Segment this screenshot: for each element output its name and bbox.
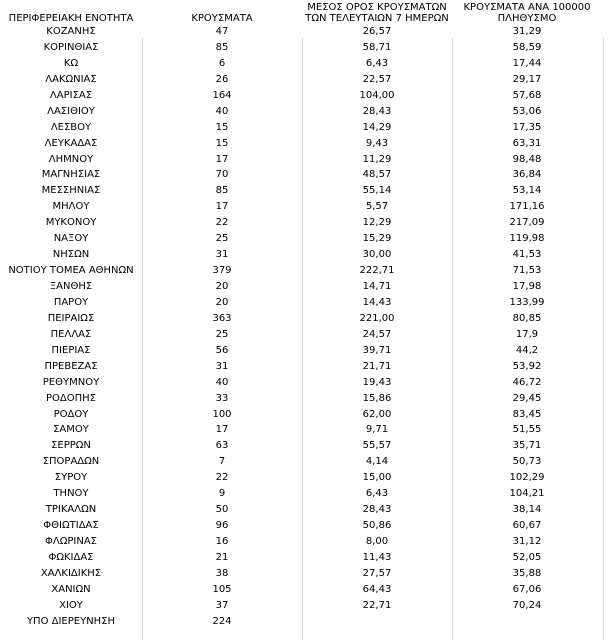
seven-day-average-cell: 11,43 [362, 551, 392, 563]
seven-day-average-cell: 4,14 [365, 456, 389, 468]
cases-cell: 56 [215, 344, 229, 356]
cases-per-100k-cell: 102,29 [509, 472, 545, 484]
table-row [0, 582, 616, 598]
seven-day-average-cell: 15,86 [362, 392, 392, 404]
cases-cell: 33 [215, 392, 229, 404]
cases-per-100k-cell: 36,84 [512, 169, 542, 181]
region-cell: ΞΑΝΘΗΣ [49, 281, 93, 292]
cases-per-100k-cell: 51,55 [512, 424, 542, 436]
cases-cell: 17 [215, 201, 229, 213]
table-row [0, 199, 616, 215]
region-cell: ΧΙΟΥ [59, 599, 83, 611]
cases-per-100k-cell: 70,24 [512, 599, 542, 611]
cases-cell: 22 [215, 472, 229, 484]
table-row [0, 88, 616, 104]
cases-per-100k-cell: 58,59 [512, 41, 542, 53]
seven-day-average-cell: 14,43 [362, 296, 392, 308]
cases-per-100k-cell: 217,09 [509, 217, 545, 229]
table-row [0, 279, 616, 295]
seven-day-average-cell: 9,71 [365, 424, 389, 436]
cases-cell: 6 [218, 57, 226, 69]
region-cell: ΛΕΥΚΑΔΑΣ [44, 137, 98, 149]
header-cases: ΚΡΟΥΣΜΑΤΑ [191, 13, 253, 24]
table-row [0, 263, 616, 279]
seven-day-average-cell: 24,57 [362, 328, 392, 340]
cases-cell: 85 [215, 185, 229, 197]
seven-day-average-cell: 30,00 [362, 249, 392, 261]
seven-day-average-cell [302, 614, 452, 630]
cases-per-100k-cell: 60,67 [512, 520, 542, 532]
table-row [0, 566, 616, 582]
seven-day-average-cell: 6,43 [365, 57, 389, 69]
table-row [0, 518, 616, 534]
seven-day-average-cell: 28,43 [362, 504, 392, 516]
table-row [0, 438, 616, 454]
cases-per-100k-cell: 98,48 [512, 153, 542, 165]
seven-day-average-cell: 39,71 [362, 344, 392, 356]
cases-cell: 63 [215, 440, 229, 452]
region-cell: ΠΕΙΡΑΙΩΣ [47, 312, 95, 324]
region-cell: ΦΛΩΡΙΝΑΣ [45, 536, 97, 547]
table-row [0, 359, 616, 375]
table-row [0, 104, 616, 120]
seven-day-average-cell: 222,71 [359, 265, 395, 277]
table-row [0, 598, 616, 614]
cases-cell: 164 [212, 89, 232, 101]
cases-cell: 70 [215, 169, 229, 181]
region-cell: ΥΠΟ ΔΙΕΡΕΥΝΗΣΗ [26, 615, 116, 627]
seven-day-average-cell: 15,29 [362, 233, 392, 245]
cases-cell: 22 [215, 217, 229, 229]
table-row [0, 502, 616, 518]
region-cell: ΦΩΚΙΔΑΣ [48, 551, 94, 563]
cases-cell: 17 [215, 153, 229, 165]
cases-per-100k-cell: 29,17 [512, 73, 542, 85]
region-cell: ΣΕΡΡΩΝ [51, 440, 91, 452]
table-row [0, 614, 616, 630]
region-cell: ΛΗΜΝΟΥ [48, 153, 94, 165]
seven-day-average-cell: 48,57 [362, 169, 392, 181]
cases-cell: 50 [215, 504, 229, 516]
seven-day-average-cell: 50,86 [362, 520, 392, 532]
cases-cell: 7 [218, 456, 226, 468]
cases-per-100k-cell: 53,06 [512, 105, 542, 117]
cases-per-100k-cell: 53,14 [512, 185, 542, 197]
table-row [0, 215, 616, 231]
cases-per-100k-cell: 171,16 [509, 201, 545, 213]
seven-day-average-cell: 11,29 [362, 153, 392, 165]
region-cell: ΠΑΡΟΥ [53, 296, 89, 308]
table-row [0, 247, 616, 263]
cases-cell: 37 [215, 599, 229, 611]
cases-cell: 20 [215, 296, 229, 308]
cases-per-100k-cell: 71,53 [512, 265, 542, 277]
region-cell: ΛΑΡΙΣΑΣ [49, 89, 93, 101]
cases-cell: 85 [215, 41, 229, 53]
cases-per-100k-cell: 83,45 [512, 408, 542, 420]
cases-cell: 16 [215, 536, 229, 547]
seven-day-average-cell: 55,14 [362, 185, 392, 197]
seven-day-average-cell: 64,43 [362, 583, 392, 595]
cases-per-100k-cell: 80,85 [512, 312, 542, 324]
region-cell: ΤΡΙΚΑΛΩΝ [45, 504, 97, 516]
header-cases-per-100k: ΚΡΟΥΣΜΑΤΑ ΑΝΑ 100000 ΠΛΗΘΥΣΜΟ [463, 2, 591, 24]
cases-per-100k-cell: 133,99 [509, 296, 545, 308]
region-cell: ΛΑΚΩΝΙΑΣ [45, 73, 97, 85]
region-cell: ΣΑΜΟΥ [53, 424, 89, 436]
table-row [0, 407, 616, 423]
header-seven-day-average: ΜΕΣΟΣ ΟΡΟΣ ΚΡΟΥΣΜΑΤΩΝ ΤΩΝ ΤΕΛΕΥΤΑΙΩΝ 7 ΗΜΕΡΩΝ [305, 2, 449, 24]
region-cell: ΦΘΙΩΤΙΔΑΣ [43, 520, 99, 532]
table-header [0, 0, 616, 24]
seven-day-average-cell: 55,57 [362, 440, 392, 452]
region-cell: ΠΡΕΒΕΖΑΣ [44, 360, 98, 372]
cases-per-100k-cell: 38,14 [512, 504, 542, 516]
region-cell: ΧΑΝΙΩΝ [51, 583, 91, 595]
seven-day-average-cell: 26,57 [362, 26, 392, 37]
cases-per-100k-cell: 57,68 [512, 89, 542, 101]
cases-cell: 9 [218, 488, 226, 500]
table-row [0, 183, 616, 199]
cases-cell: 38 [215, 567, 229, 579]
table-row [0, 136, 616, 152]
cases-cell: 21 [215, 551, 229, 563]
table-row [0, 231, 616, 247]
region-cell: ΝΗΣΩΝ [52, 249, 90, 261]
seven-day-average-cell: 8,00 [365, 536, 389, 547]
table-row [0, 327, 616, 343]
table-row [0, 422, 616, 438]
cases-cell: 20 [215, 281, 229, 292]
table-row [0, 550, 616, 566]
cases-per-100k-cell: 41,53 [512, 249, 542, 261]
seven-day-average-cell: 58,71 [362, 41, 392, 53]
cases-cell: 40 [215, 105, 229, 117]
region-cell: ΜΑΓΝΗΣΙΑΣ [41, 169, 101, 181]
seven-day-average-cell: 14,71 [362, 281, 392, 292]
seven-day-average-cell: 6,43 [365, 488, 389, 500]
table-row [0, 454, 616, 470]
region-cell: ΡΟΔΟΠΗΣ [46, 392, 96, 404]
region-cell: ΡΟΔΟΥ [53, 408, 89, 420]
table-row [0, 120, 616, 136]
cases-cell: 105 [212, 583, 232, 595]
cases-per-100k-cell: 17,98 [512, 281, 542, 292]
table-row [0, 152, 616, 168]
cases-cell: 47 [215, 26, 229, 37]
region-cell: ΣΥΡΟΥ [54, 472, 88, 484]
cases-per-100k-cell: 17,44 [512, 57, 542, 69]
seven-day-average-cell: 14,29 [362, 121, 392, 133]
region-cell: ΠΕΛΛΑΣ [50, 328, 92, 340]
cases-per-100k-cell [452, 614, 602, 630]
region-cell: ΤΗΝΟΥ [53, 488, 89, 500]
cases-per-100k-cell: 35,71 [512, 440, 542, 452]
cases-cell: 224 [212, 615, 232, 627]
table-row [0, 534, 616, 550]
table-row [0, 311, 616, 327]
cases-per-100k-cell: 52,05 [512, 551, 542, 563]
region-cell: ΜΥΚΟΝΟΥ [45, 217, 97, 229]
region-cell: ΚΟΖΑΝΗΣ [46, 26, 96, 37]
table-row [0, 486, 616, 502]
seven-day-average-cell: 12,29 [362, 217, 392, 229]
region-cell: ΣΠΟΡΑΔΩΝ [42, 456, 100, 468]
cases-per-100k-cell: 104,21 [509, 488, 545, 500]
table-row [0, 40, 616, 56]
region-cell: ΜΗΛΟΥ [52, 201, 90, 213]
region-cell: ΜΕΣΣΗΝΙΑΣ [41, 185, 101, 197]
cases-cell: 25 [215, 233, 229, 245]
region-cell: ΚΩ [63, 57, 79, 69]
table-row [0, 375, 616, 391]
seven-day-average-cell: 221,00 [359, 312, 395, 324]
cases-per-100k-cell: 119,98 [509, 233, 545, 245]
cases-cell: 15 [215, 121, 229, 133]
seven-day-average-cell: 22,57 [362, 73, 392, 85]
region-cell: ΝΟΤΙΟΥ ΤΟΜΕΑ ΑΘΗΝΩΝ [8, 265, 134, 277]
seven-day-average-cell: 22,71 [362, 599, 392, 611]
seven-day-average-cell: 62,00 [362, 408, 392, 420]
table-row [0, 343, 616, 359]
region-cell: ΝΑΞΟΥ [53, 233, 89, 245]
table-row [0, 72, 616, 88]
cases-cell: 100 [212, 408, 232, 420]
region-cell: ΧΑΛΚΙΔΙΚΗΣ [40, 567, 102, 579]
seven-day-average-cell: 21,71 [362, 360, 392, 372]
cases-per-100k-cell: 29,45 [512, 392, 542, 404]
region-cell: ΡΕΘΥΜΝΟΥ [42, 376, 100, 388]
seven-day-average-cell: 19,43 [362, 376, 392, 388]
cases-cell: 31 [215, 249, 229, 261]
cases-per-100k-cell: 31,12 [512, 536, 542, 547]
cases-per-100k-cell: 67,06 [512, 583, 542, 595]
cases-cell: 379 [212, 265, 232, 277]
seven-day-average-cell: 27,57 [362, 567, 392, 579]
cases-cell: 363 [212, 312, 232, 324]
seven-day-average-cell: 15,00 [362, 472, 392, 484]
cases-cell: 31 [215, 360, 229, 372]
table-row [0, 24, 616, 40]
cases-per-100k-cell: 53,92 [512, 360, 542, 372]
seven-day-average-cell: 5,57 [365, 201, 389, 213]
region-cell: ΚΟΡΙΝΘΙΑΣ [43, 41, 99, 53]
cases-per-100k-cell: 50,73 [512, 456, 542, 468]
header-region: ΠΕΡΙΦΕΡΕΙΑΚΗ ΕΝΟΤΗΤΑ [8, 13, 134, 24]
cases-per-100k-cell: 44,2 [515, 344, 539, 356]
cases-cell: 26 [215, 73, 229, 85]
cases-per-100k-cell: 17,35 [512, 121, 542, 133]
table-row [0, 56, 616, 72]
cases-cell: 15 [215, 137, 229, 149]
cases-per-100k-cell: 35,88 [512, 567, 542, 579]
cases-cell: 40 [215, 376, 229, 388]
cases-per-100k-cell: 63,31 [512, 137, 542, 149]
cases-per-100k-cell: 46,72 [512, 376, 542, 388]
region-cell: ΛΑΣΙΘΙΟΥ [47, 105, 95, 117]
region-cell: ΛΕΣΒΟΥ [50, 121, 92, 133]
seven-day-average-cell: 28,43 [362, 105, 392, 117]
cases-per-100k-cell: 17,9 [515, 328, 539, 340]
cases-per-100k-cell: 31,29 [512, 26, 542, 37]
table-row [0, 295, 616, 311]
table-row [0, 391, 616, 407]
table-row [0, 470, 616, 486]
seven-day-average-cell: 104,00 [359, 89, 395, 101]
cases-cell: 96 [215, 520, 229, 532]
region-cell: ΠΙΕΡΙΑΣ [51, 344, 91, 356]
seven-day-average-cell: 9,43 [365, 137, 389, 149]
cases-cell: 17 [215, 424, 229, 436]
table-row [0, 167, 616, 183]
table-body [0, 24, 616, 630]
cases-cell: 25 [215, 328, 229, 340]
